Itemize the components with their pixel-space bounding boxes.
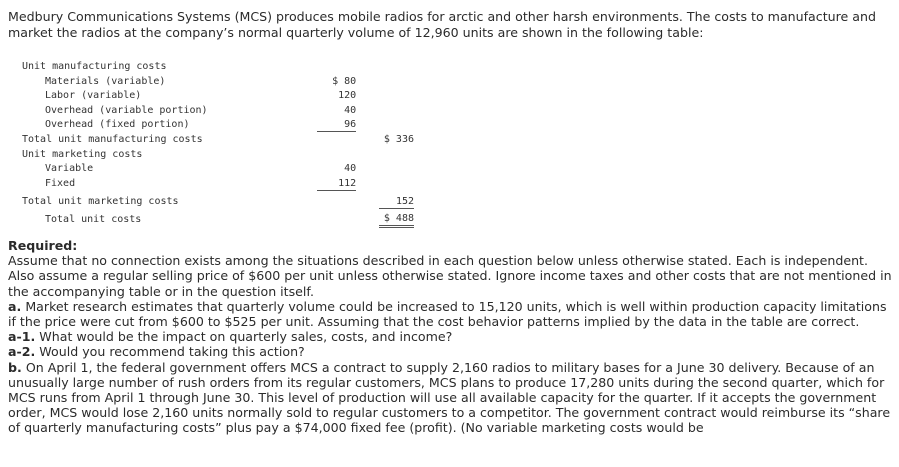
total-marketing-value: 152	[379, 190, 414, 208]
question-a1-label: a-1.	[8, 329, 36, 345]
table-row	[22, 208, 414, 226]
assumption-text: Assume that no connection exists among the situations described in each question below unless otherwise stated. Each is independent. Also assume a regular selling price of $600 per unit unless otherwise stated. Ignore income taxes and other costs that are not mentioned in the accompanying table or in the question itself.	[8, 253, 892, 299]
question-a1	[8, 329, 892, 344]
total-unit-label: Total unit costs	[45, 214, 142, 226]
question-a2-label: a-2.	[8, 344, 36, 360]
question-a2-text: Would you recommend taking this action?	[39, 344, 305, 360]
total-manufacturing-label: Total unit manufacturing costs	[22, 134, 203, 146]
materials-value: $ 80	[332, 75, 357, 87]
question-a2	[8, 344, 892, 359]
table-row	[22, 102, 414, 116]
table-row	[22, 73, 414, 87]
overhead-variable-value: 40	[344, 104, 357, 116]
unit-marketing-header: Unit marketing costs	[22, 148, 143, 160]
marketing-fixed-label: Fixed	[45, 178, 76, 190]
marketing-variable-value: 40	[344, 163, 357, 175]
table-row	[22, 117, 414, 132]
labor-label: Labor (variable)	[45, 90, 142, 102]
table-row	[22, 131, 414, 146]
intro-paragraph: Medbury Communications Systems (MCS) produces mobile radios for arctic and other harsh environments. The costs to manufacture and market the radios at the company’s normal quarterly volume of 12,960 units are shown in the following table:	[8, 9, 876, 40]
total-manufacturing-value: $ 336	[383, 134, 414, 146]
table-row	[22, 175, 414, 190]
materials-label: Materials (variable)	[45, 75, 166, 87]
total-marketing-label: Total unit marketing costs	[22, 196, 179, 208]
unit-manufacturing-header: Unit manufacturing costs	[22, 61, 167, 73]
table-row	[22, 161, 414, 175]
table-row	[22, 59, 414, 73]
question-b-label: b.	[8, 359, 22, 375]
cost-table	[22, 59, 414, 228]
required-section	[8, 238, 892, 436]
question-b	[8, 360, 892, 436]
question-a-label: a.	[8, 298, 22, 314]
overhead-variable-label: Overhead (variable portion)	[45, 104, 208, 116]
labor-value: 120	[338, 90, 357, 102]
question-a	[8, 299, 892, 329]
marketing-fixed-value: 112	[317, 175, 357, 190]
question-b-text: On April 1, the federal government offers MCS a contract to supply 2,160 radios to military bases for a June 30 delivery. Because of an unusually large number of rush orders from its regular customers, MCS plans to produce 17,280 units during the second quarter, which for MCS runs from April 1 through June 30. This level of production will use all available capacity for the quarter. If it accepts the government order, MCS would lose 2,160 units normally sold to regular customers to a competitor. The government contract would reimburse its “share of quarterly manufacturing costs” plus pay a $74,000 fixed fee (profit). (No variable marketing costs would be	[8, 359, 891, 436]
marketing-variable-label: Variable	[45, 163, 94, 175]
table-row	[22, 146, 414, 160]
overhead-fixed-value: 96	[317, 117, 357, 132]
required-heading: Required:	[8, 238, 78, 253]
table-row	[22, 190, 414, 208]
table-row	[22, 88, 414, 102]
overhead-fixed-label: Overhead (fixed portion)	[45, 119, 190, 131]
total-unit-value: $ 488	[379, 208, 414, 226]
question-a1-text: What would be the impact on quarterly sales, costs, and income?	[39, 329, 453, 345]
question-a-text: Market research estimates that quarterly volume could be increased to 15,120 units, which is well within production capacity limitations if the price were cut from $600 to $525 per unit. Assuming that the cost behavior patterns implied by the data in the table are correct.	[8, 298, 887, 330]
